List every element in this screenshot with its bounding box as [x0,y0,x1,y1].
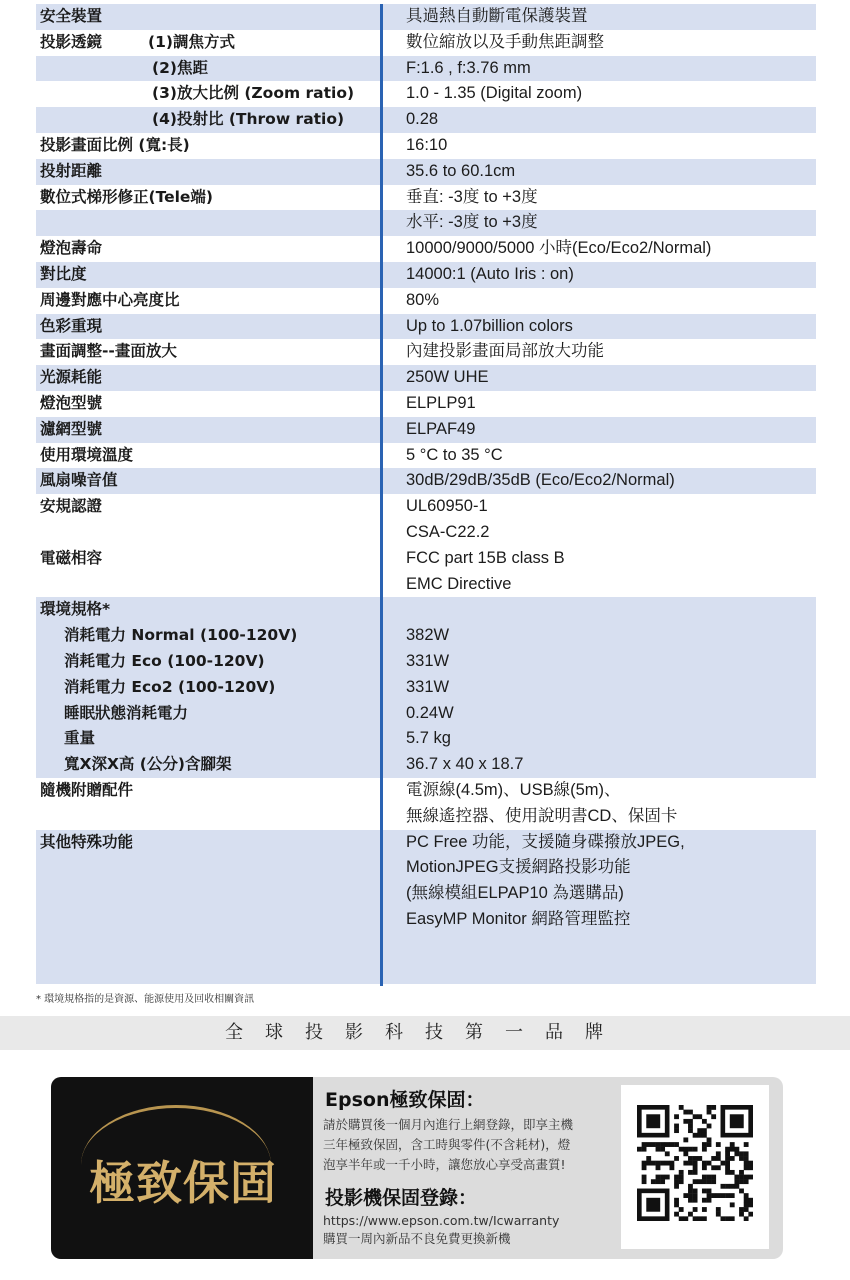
spec-value: 10000/9000/5000 小時(Eco/Eco2/Normal) [406,239,712,258]
warranty-body-line-3: 泡享半年或一千小時，讓您放心享受高畫質! [323,1157,566,1172]
spec-value: 331W [406,652,450,670]
lens-sub-label-focus-method: (1)調焦方式 [148,32,235,51]
spec-row [36,494,816,520]
spec-label: 睡眠狀態消耗電力 [64,703,189,722]
spec-value: 垂直: -3度 to +3度 [406,187,538,206]
spec-label: 數位式梯形修正(Tele端) [40,187,214,206]
spec-value: 具過熱自動斷電保護裝置 [406,7,588,25]
spec-table [36,4,816,986]
spec-row [36,133,816,159]
spec-value: CSA-C22.2 [406,523,490,541]
warranty-note: 購買一周內新品不良免費更換新機 [323,1231,511,1246]
column-divider [380,4,383,986]
spec-value: 內建投影畫面局部放大功能 [406,342,604,361]
spec-value: MotionJPEG支援網路投影功能 [406,858,631,877]
spec-value: Up to 1.07billion colors [406,316,573,335]
spec-row [36,959,816,985]
spec-row [36,752,816,778]
spec-value: FCC part 15B class B [406,548,565,567]
warranty-body-line-2: 三年極致保固，含工時與零件(不含耗材)，燈 [323,1137,571,1152]
spec-row [36,391,816,417]
spec-label: 投影畫面比例 (寬:長) [40,136,190,154]
spec-row [36,210,816,236]
spec-value: 0.28 [406,110,439,129]
spec-label: 色彩重現 [40,316,103,335]
spec-row [36,726,816,752]
spec-value: UL60950-1 [406,497,488,516]
spec-row [36,339,816,365]
spec-row [36,288,816,314]
spec-label: 其他特殊功能 [40,832,134,851]
spec-label: 隨機附贈配件 [40,781,134,799]
spec-label: 對比度 [40,265,87,283]
spec-row [36,830,816,856]
spec-label: 光源耗能 [40,368,103,387]
warranty-badge-text: 極致保固 [89,1156,277,1210]
spec-label: 燈泡型號 [40,394,103,412]
spec-row [36,262,816,288]
spec-value: 5.7 kg [406,729,451,748]
warranty-title: Epson極致保固： [325,1089,485,1111]
spec-value: ELPAF49 [406,419,476,438]
spec-row [36,597,816,623]
spec-row [36,236,816,262]
spec-row [36,855,816,881]
spec-row [36,675,816,701]
spec-value: 16:10 [406,136,448,154]
spec-value: 電源線(4.5m)、USB線(5m)、 [406,781,621,799]
spec-value: 數位縮放以及手動焦距調整 [406,32,604,51]
spec-value: 331W [406,677,450,696]
spec-label: 電磁相容 [40,548,103,567]
spec-label: 風扇噪音值 [40,471,118,490]
spec-row [36,185,816,211]
spec-row [36,417,816,443]
spec-value: 80% [406,290,440,309]
spec-value: 36.7 x 40 x 18.7 [406,755,524,774]
spec-value: F:1.6 , f:3.76 mm [406,58,531,77]
spec-row [36,804,816,830]
spec-row [36,159,816,185]
spec-value: 水平: -3度 to +3度 [406,213,538,232]
spec-value: 30dB/29dB/35dB (Eco/Eco2/Normal) [406,471,675,490]
spec-row [36,649,816,675]
register-title: 投影機保固登錄： [325,1187,478,1209]
spec-value: PC Free 功能，支援隨身碟撥放JPEG, [406,832,685,851]
spec-value: 382W [406,626,450,645]
spec-label: 安全裝置 [40,7,103,25]
warranty-body-line-1: 請於購買後一個月內進行上網登錄，即享主機 [323,1117,574,1132]
spec-label: 安規認證 [40,497,103,516]
spec-label: 濾網型號 [40,419,103,438]
spec-row [36,907,816,933]
spec-row [36,4,816,30]
spec-row [36,107,816,133]
spec-label: 投影透鏡 [40,32,103,51]
spec-row [36,56,816,82]
spec-value: 14000:1 (Auto Iris : on) [406,265,574,283]
slogan-bar: 全球投影科技第一品牌 [0,1016,850,1050]
spec-value: (無線模組ELPAP10 為選購品) [406,884,624,903]
spec-label: 消耗電力 Normal (100-120V) [64,626,298,645]
qr-code-panel [621,1085,769,1249]
spec-label: 寬X深X高 (公分)含腳架 [64,755,232,774]
spec-value: 250W UHE [406,368,489,387]
spec-row [36,365,816,391]
spec-row [36,81,816,107]
spec-row [36,778,816,804]
spec-label: 周邊對應中心亮度比 [40,290,180,309]
spec-label: 環境規格* [40,600,111,619]
footnote: * 環境規格指的是資源、能源使用及回收相關資訊 [36,994,255,1005]
spec-label: (2)焦距 [152,58,208,77]
spec-value: 5 °C to 35 °C [406,445,503,464]
spec-label: 重量 [64,729,96,748]
warranty-url[interactable]: https://www.epson.com.tw/Icwarranty [323,1213,560,1228]
spec-row [36,314,816,340]
spec-row [36,443,816,469]
spec-label: 消耗電力 Eco2 (100-120V) [64,677,276,696]
spec-value: EasyMP Monitor 網路管理監控 [406,910,631,928]
spec-value: EMC Directive [406,574,512,593]
spec-label: 投射距離 [40,161,103,180]
spec-row [36,520,816,546]
spec-value: 1.0 - 1.35 (Digital zoom) [406,84,583,103]
spec-label: 消耗電力 Eco (100-120V) [64,652,265,670]
spec-label: 燈泡壽命 [40,239,103,258]
spec-label: (3)放大比例 (Zoom ratio) [152,84,355,103]
warranty-card [51,1077,783,1259]
spec-value: ELPLP91 [406,394,476,412]
spec-row [36,546,816,572]
spec-row [36,933,816,959]
spec-row [36,623,816,649]
spec-value: 0.24W [406,703,454,722]
spec-label: 畫面調整--畫面放大 [40,342,177,361]
spec-row [36,701,816,727]
spec-row [36,572,816,598]
spec-row [36,468,816,494]
spec-label: 使用環境溫度 [40,445,134,464]
spec-value: 無線遙控器、使用說明書CD、保固卡 [406,806,678,825]
qr-code-icon[interactable] [637,1105,753,1221]
warranty-info [313,1077,613,1259]
warranty-badge-panel [51,1077,313,1259]
spec-label: (4)投射比 (Throw ratio) [152,110,345,129]
spec-row [36,881,816,907]
spec-value: 35.6 to 60.1cm [406,161,516,180]
